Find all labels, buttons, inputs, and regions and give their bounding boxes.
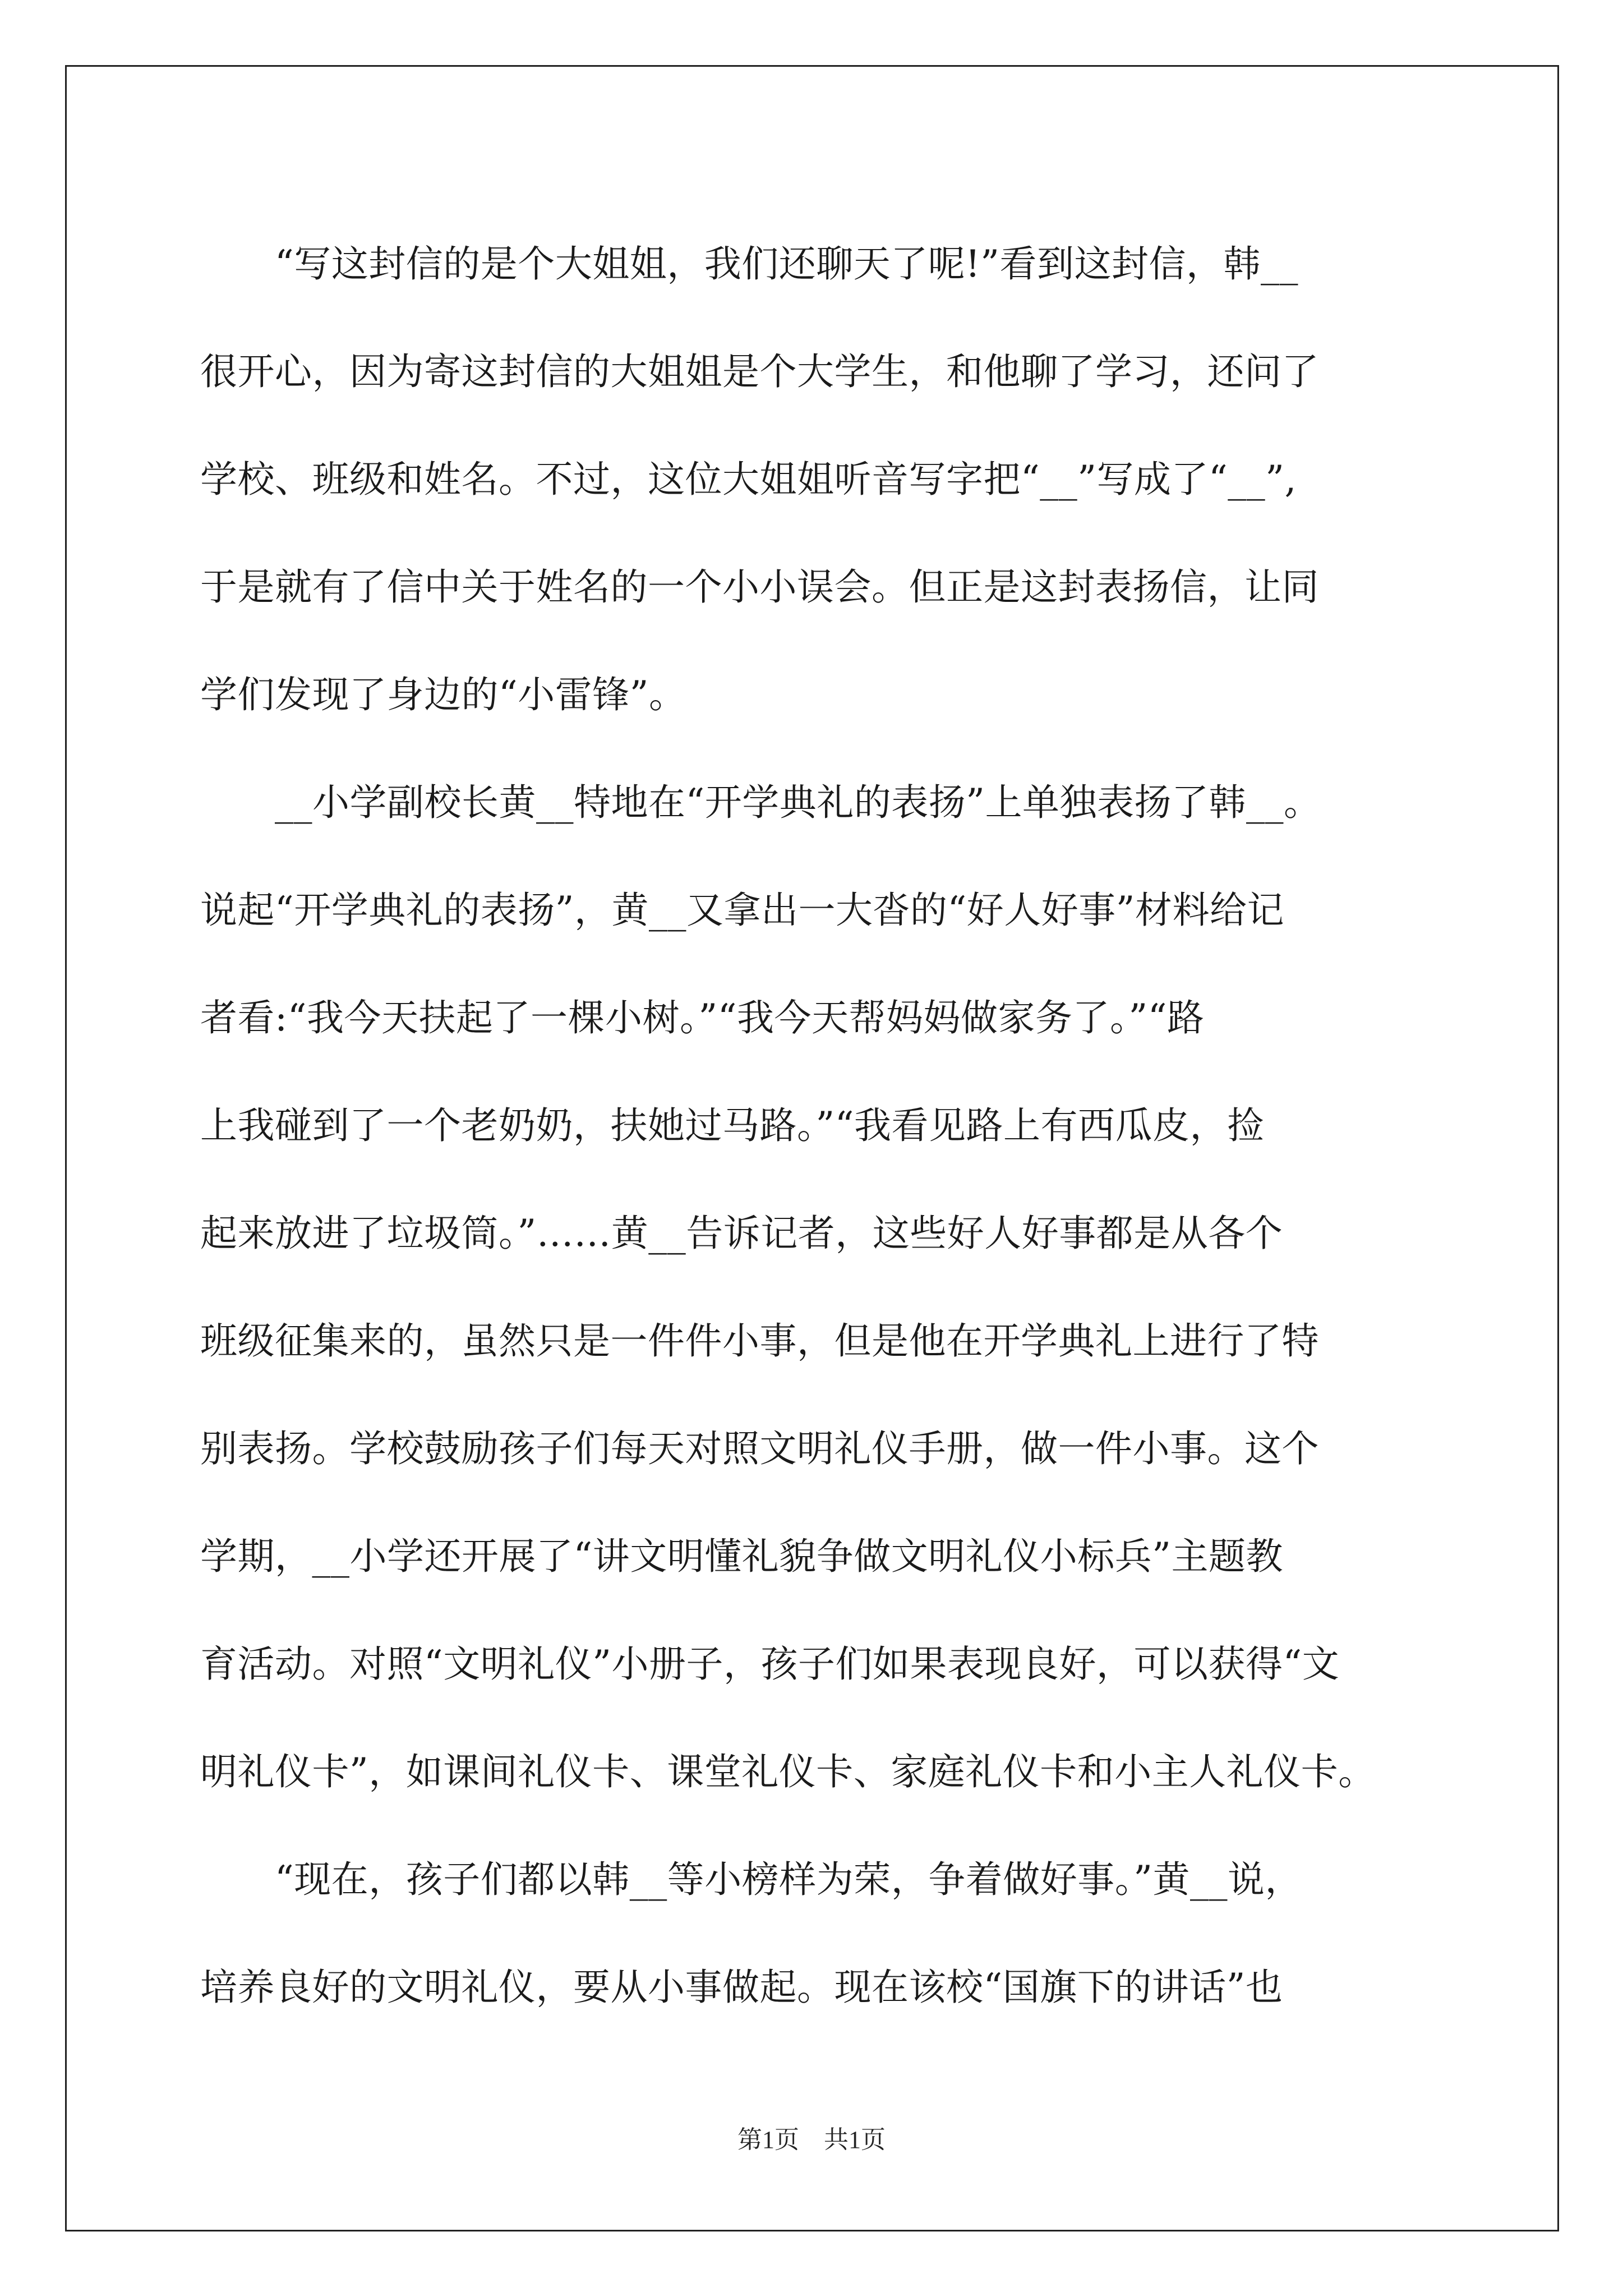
page-number: 第1页 共1页 xyxy=(737,2126,886,2154)
text-line: 明礼仪卡”，如课间礼仪卡、课堂礼仪卡、家庭礼仪卡和小主人礼仪卡。 xyxy=(200,1750,1376,1793)
text-line: “现在，孩子们都以韩__等小榜样为荣，争着做好事。”黄__说， xyxy=(200,1858,1302,1901)
text-line: __小学副校长黄__特地在“开学典礼的表扬”上单独表扬了韩__。 xyxy=(200,781,1321,824)
text-line: 班级征集来的，虽然只是一件件小事，但是他在开学典礼上进行了特 xyxy=(200,1319,1319,1363)
text-line: 上我碰到了一个老奶奶，扶她过马路。”“我看见路上有西瓜皮，捡 xyxy=(200,1104,1265,1147)
text-line: 很开心，因为寄这封信的大姐姐是个大学生，和他聊了学习，还问了 xyxy=(200,350,1319,393)
text-line: “写这封信的是个大姐姐，我们还聊天了呢!”看到这封信，韩__ xyxy=(200,242,1299,286)
text-line: 起来放进了垃圾筒。”……黄__告诉记者，这些好人好事都是从各个 xyxy=(200,1212,1283,1255)
page-footer xyxy=(0,2123,1623,2157)
text-line: 育活动。对照“文明礼仪”小册子，孩子们如果表现良好，可以获得“文 xyxy=(200,1642,1340,1686)
document-body xyxy=(200,210,1434,2041)
text-line: 说起“开学典礼的表扬”，黄__又拿出一大沓的“好人好事”材料给记 xyxy=(200,889,1284,932)
text-line: 于是就有了信中关于姓名的一个小小误会。但正是这封表扬信，让同 xyxy=(200,565,1319,609)
text-line: 学期，__小学还开展了“讲文明懂礼貌争做文明礼仪小标兵”主题教 xyxy=(200,1535,1283,1578)
text-line: 培养良好的文明礼仪，要从小事做起。现在该校“国旗下的讲话”也 xyxy=(200,1966,1283,2009)
text-line: 学们发现了身边的“小雷锋”。 xyxy=(200,673,686,716)
text-line: 别表扬。学校鼓励孩子们每天对照文明礼仪手册，做一件小事。这个 xyxy=(200,1427,1319,1470)
text-line: 者看:“我今天扶起了一棵小树。”“我今天帮妈妈做家务了。”“路 xyxy=(200,996,1205,1039)
text-line: 学校、班级和姓名。不过，这位大姐姐听音写字把“__”写成了“__”, xyxy=(200,458,1297,501)
